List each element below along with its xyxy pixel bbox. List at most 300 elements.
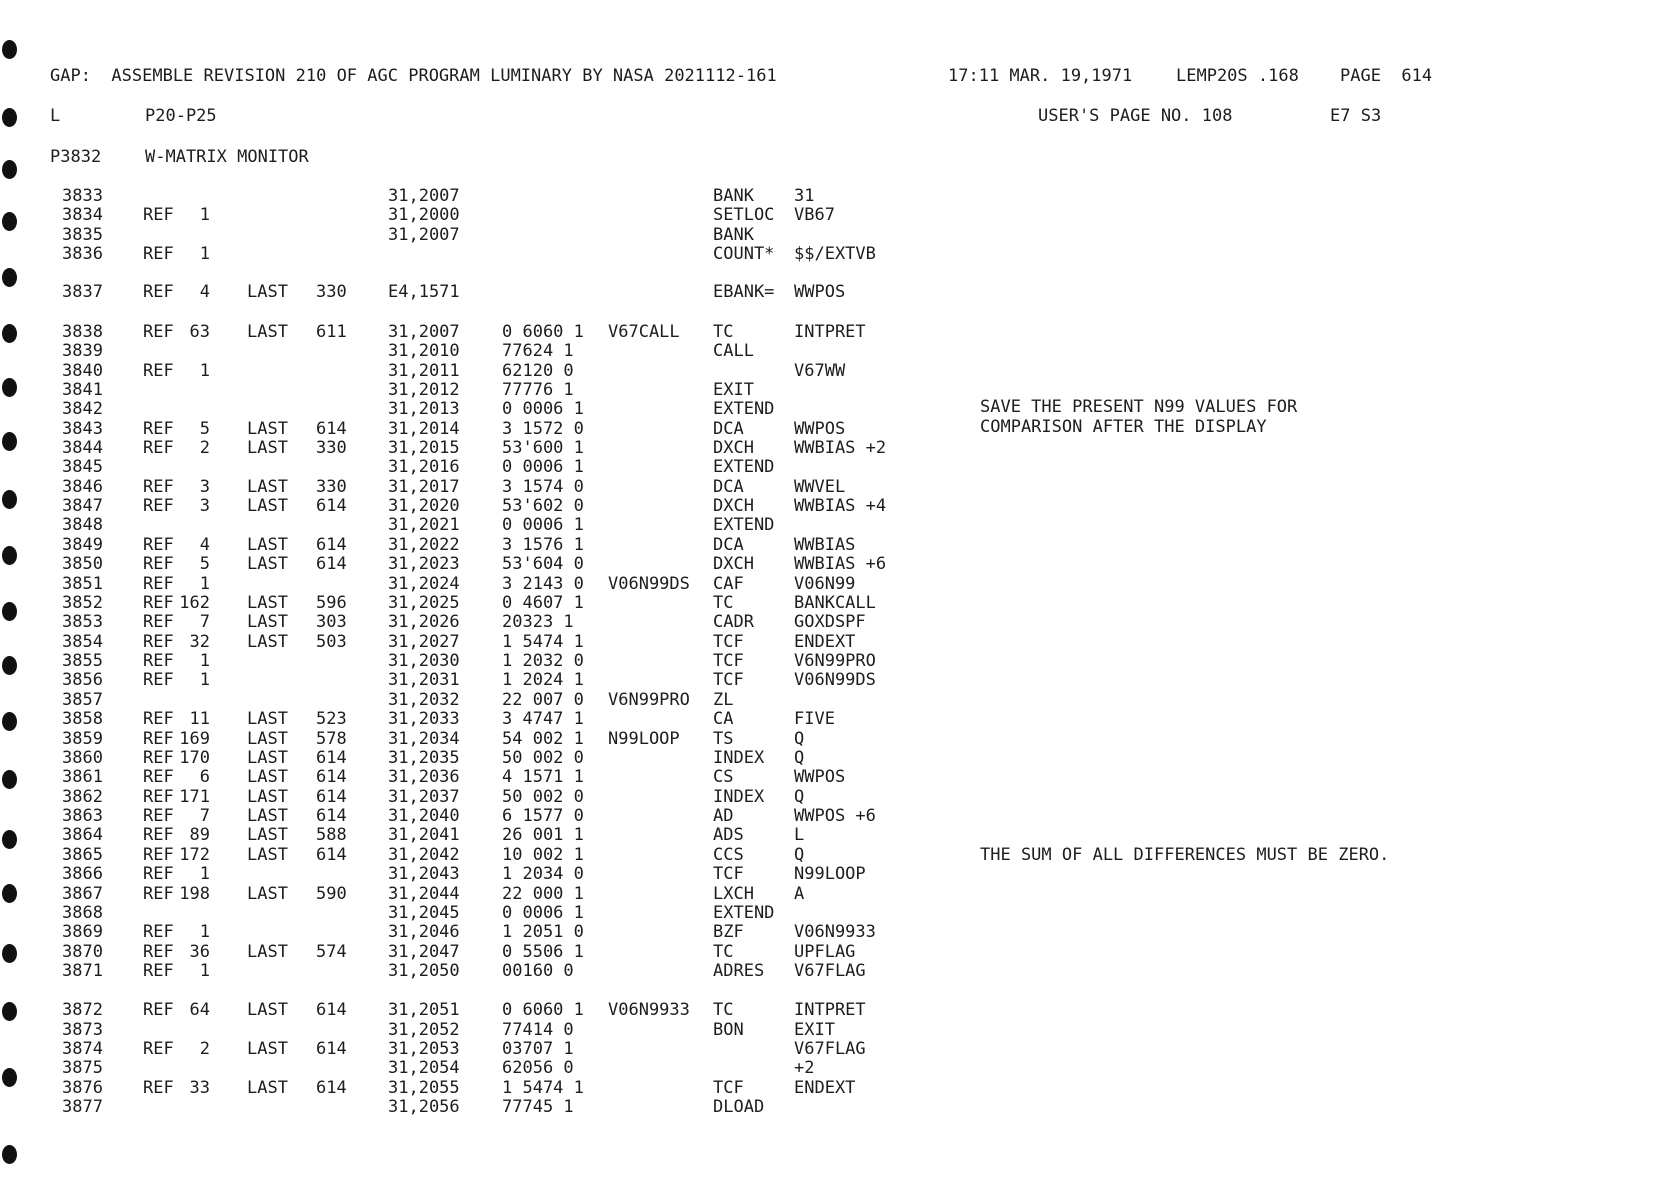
operand: V6N99PRO <box>794 651 876 671</box>
last-page: 590 <box>316 884 347 904</box>
octal-code: 3 1576 1 <box>502 535 584 555</box>
operand: EXIT <box>794 1020 835 1040</box>
opcode: TC <box>713 1000 734 1020</box>
opcode: TC <box>713 942 734 962</box>
opcode: TC <box>713 322 734 342</box>
opcode: BANK <box>713 225 754 245</box>
operand: V06N99DS <box>794 670 876 690</box>
opcode: CADR <box>713 612 754 632</box>
address: 31,2043 <box>388 864 460 884</box>
opcode: TCF <box>713 670 744 690</box>
last-page: 503 <box>316 632 347 652</box>
line-number: 3856 <box>62 670 103 690</box>
last-label: LAST <box>247 806 288 826</box>
operand: V67FLAG <box>794 1039 866 1059</box>
comment-compare: COMPARISON AFTER THE DISPLAY <box>980 417 1267 437</box>
last-label: LAST <box>247 729 288 749</box>
line-number: 3846 <box>62 477 103 497</box>
punch-hole <box>2 602 17 621</box>
octal-code: 1 5474 1 <box>502 1078 584 1098</box>
last-page: 614 <box>316 845 347 865</box>
line-number: 3866 <box>62 864 103 884</box>
ref-label: REF <box>143 205 174 225</box>
ref-count: 1 <box>199 670 210 690</box>
operand: WWVEL <box>794 477 846 497</box>
ref-count: 1 <box>199 244 210 264</box>
ref-label: REF <box>143 438 174 458</box>
operand: Q <box>794 748 805 768</box>
ref-count: 4 <box>199 535 210 555</box>
ref-label: REF <box>143 419 174 439</box>
last-label: LAST <box>247 884 288 904</box>
operand: WWBIAS <box>794 535 856 555</box>
line-number: 3861 <box>62 767 103 787</box>
ref-count: 33 <box>189 1078 210 1098</box>
opcode: COUNT* <box>713 244 775 264</box>
last-label: LAST <box>247 554 288 574</box>
opcode: DCA <box>713 535 744 555</box>
opcode: INDEX <box>713 787 765 807</box>
octal-code: 53'600 1 <box>502 438 584 458</box>
comment-sum: THE SUM OF ALL DIFFERENCES MUST BE ZERO. <box>980 845 1390 865</box>
ref-label: REF <box>143 825 174 845</box>
line-number: 3870 <box>62 942 103 962</box>
octal-code: 62120 0 <box>502 361 574 381</box>
address: 31,2020 <box>388 496 460 516</box>
octal-code: 0 4607 1 <box>502 593 584 613</box>
address: 31,2022 <box>388 535 460 555</box>
ref-label: REF <box>143 554 174 574</box>
opcode: BON <box>713 1020 744 1040</box>
octal-code: 3 4747 1 <box>502 709 584 729</box>
punch-hole <box>2 884 17 903</box>
ref-count: 171 <box>179 787 210 807</box>
last-page: 588 <box>316 825 347 845</box>
line-number: 3841 <box>62 380 103 400</box>
octal-code: 6 1577 0 <box>502 806 584 826</box>
punch-hole <box>2 324 17 343</box>
ref-label: REF <box>143 845 174 865</box>
address: 31,2055 <box>388 1078 460 1098</box>
routine-title: W-MATRIX MONITOR <box>145 147 309 167</box>
octal-code: 22 000 1 <box>502 884 584 904</box>
ref-count: 32 <box>189 632 210 652</box>
line-number: 3838 <box>62 322 103 342</box>
last-label: LAST <box>247 593 288 613</box>
ref-label: REF <box>143 593 174 613</box>
ref-label: REF <box>143 942 174 962</box>
operand: ENDEXT <box>794 632 856 652</box>
address: E4,1571 <box>388 282 460 302</box>
punch-hole <box>2 656 17 675</box>
opcode: TC <box>713 593 734 613</box>
ref-label: REF <box>143 1078 174 1098</box>
ref-count: 7 <box>199 806 210 826</box>
symbol-label: V06N9933 <box>608 1000 690 1020</box>
last-label: LAST <box>247 535 288 555</box>
address: 31,2014 <box>388 419 460 439</box>
last-page: 611 <box>316 322 347 342</box>
address: 31,2044 <box>388 884 460 904</box>
octal-code: 0 6060 1 <box>502 1000 584 1020</box>
last-page: 614 <box>316 767 347 787</box>
line-number: 3854 <box>62 632 103 652</box>
opcode: EXIT <box>713 380 754 400</box>
octal-code: 1 2032 0 <box>502 651 584 671</box>
assembly-header: GAP: ASSEMBLE REVISION 210 OF AGC PROGRAM LUMINARY BY NASA 2021112-161 <box>50 66 777 86</box>
octal-code: 0 5506 1 <box>502 942 584 962</box>
last-label: LAST <box>247 419 288 439</box>
address: 31,2035 <box>388 748 460 768</box>
ref-count: 162 <box>179 593 210 613</box>
address: 31,2056 <box>388 1097 460 1117</box>
address: 31,2007 <box>388 322 460 342</box>
address: 31,2030 <box>388 651 460 671</box>
ref-count: 1 <box>199 205 210 225</box>
line-number: 3843 <box>62 419 103 439</box>
line-number: 3868 <box>62 903 103 923</box>
punch-hole <box>2 212 17 231</box>
last-page: 614 <box>316 1039 347 1059</box>
opcode: CCS <box>713 845 744 865</box>
ref-count: 170 <box>179 748 210 768</box>
operand: V67FLAG <box>794 961 866 981</box>
address: 31,2016 <box>388 457 460 477</box>
line-number: 3874 <box>62 1039 103 1059</box>
operand: WWPOS +6 <box>794 806 876 826</box>
operand: 31 <box>794 186 815 206</box>
line-number: 3855 <box>62 651 103 671</box>
last-label: LAST <box>247 477 288 497</box>
address: 31,2041 <box>388 825 460 845</box>
last-label: LAST <box>247 282 288 302</box>
address: 31,2050 <box>388 961 460 981</box>
ref-label: REF <box>143 1039 174 1059</box>
ref-count: 64 <box>189 1000 210 1020</box>
line-number: 3853 <box>62 612 103 632</box>
line-number: 3867 <box>62 884 103 904</box>
octal-code: 0 0006 1 <box>502 515 584 535</box>
ref-label: REF <box>143 922 174 942</box>
line-number: 3871 <box>62 961 103 981</box>
ref-count: 3 <box>199 477 210 497</box>
ref-label: REF <box>143 670 174 690</box>
opcode: CALL <box>713 341 754 361</box>
last-page: 614 <box>316 535 347 555</box>
octal-code: 03707 1 <box>502 1039 574 1059</box>
operand: WWBIAS +6 <box>794 554 887 574</box>
line-number: 3835 <box>62 225 103 245</box>
line-number: 3857 <box>62 690 103 710</box>
symbol-label: V6N99PRO <box>608 690 690 710</box>
address: 31,2051 <box>388 1000 460 1020</box>
line-number: 3877 <box>62 1097 103 1117</box>
operand: N99LOOP <box>794 864 866 884</box>
octal-code: 1 2034 0 <box>502 864 584 884</box>
last-page: 596 <box>316 593 347 613</box>
punch-hole <box>2 40 17 59</box>
address: 31,2017 <box>388 477 460 497</box>
operand: Q <box>794 787 805 807</box>
section-name: P20-P25 <box>145 106 217 126</box>
symbol-label: V06N99DS <box>608 574 690 594</box>
ref-label: REF <box>143 322 174 342</box>
punch-hole <box>2 770 17 789</box>
address: 31,2027 <box>388 632 460 652</box>
ref-label: REF <box>143 244 174 264</box>
opcode: CA <box>713 709 734 729</box>
last-page: 614 <box>316 787 347 807</box>
punch-hole <box>2 160 17 179</box>
operand: WWBIAS +4 <box>794 496 887 516</box>
opcode: EXTEND <box>713 457 775 477</box>
octal-code: 77776 1 <box>502 380 574 400</box>
ref-label: REF <box>143 361 174 381</box>
address: 31,2000 <box>388 205 460 225</box>
octal-code: 3 1572 0 <box>502 419 584 439</box>
octal-code: 77414 0 <box>502 1020 574 1040</box>
ref-label: REF <box>143 282 174 302</box>
ref-count: 1 <box>199 922 210 942</box>
address: 31,2024 <box>388 574 460 594</box>
line-number: 3837 <box>62 282 103 302</box>
erasable-sector: E7 S3 <box>1330 106 1382 126</box>
punch-hole <box>2 378 17 397</box>
last-page: 614 <box>316 554 347 574</box>
comment-save: SAVE THE PRESENT N99 VALUES FOR <box>980 397 1298 417</box>
punch-hole <box>2 1068 17 1087</box>
address: 31,2023 <box>388 554 460 574</box>
ref-label: REF <box>143 1000 174 1020</box>
ref-label: REF <box>143 496 174 516</box>
operand: V06N99 <box>794 574 856 594</box>
ref-label: REF <box>143 806 174 826</box>
octal-code: 50 002 0 <box>502 748 584 768</box>
ref-count: 1 <box>199 651 210 671</box>
operand: VB67 <box>794 205 835 225</box>
operand: INTPRET <box>794 1000 866 1020</box>
punch-hole <box>2 944 17 963</box>
last-page: 330 <box>316 282 347 302</box>
ref-count: 169 <box>179 729 210 749</box>
last-page: 330 <box>316 477 347 497</box>
line-number: 3848 <box>62 515 103 535</box>
line-number: 3850 <box>62 554 103 574</box>
ref-count: 6 <box>199 767 210 787</box>
operand: Q <box>794 845 805 865</box>
last-label: LAST <box>247 845 288 865</box>
opcode: BZF <box>713 922 744 942</box>
ref-count: 1 <box>199 864 210 884</box>
last-page: 614 <box>316 748 347 768</box>
last-label: LAST <box>247 942 288 962</box>
opcode: AD <box>713 806 734 826</box>
ref-label: REF <box>143 884 174 904</box>
line-number: 3864 <box>62 825 103 845</box>
last-page: 614 <box>316 419 347 439</box>
opcode: ADRES <box>713 961 765 981</box>
line-number: 3839 <box>62 341 103 361</box>
line-number: 3845 <box>62 457 103 477</box>
address: 31,2033 <box>388 709 460 729</box>
routine-id: P3832 <box>50 147 102 167</box>
opcode: EBANK= <box>713 282 775 302</box>
octal-code: 0 6060 1 <box>502 322 584 342</box>
operand: GOXDSPF <box>794 612 866 632</box>
operand: A <box>794 884 805 904</box>
address: 31,2012 <box>388 380 460 400</box>
last-label: LAST <box>247 1078 288 1098</box>
punch-hole <box>2 712 17 731</box>
symbol-label: N99LOOP <box>608 729 680 749</box>
ref-count: 36 <box>189 942 210 962</box>
opcode: DCA <box>713 419 744 439</box>
octal-code: 62056 0 <box>502 1058 574 1078</box>
punch-hole <box>2 830 17 849</box>
punch-hole <box>2 108 17 127</box>
ref-label: REF <box>143 709 174 729</box>
last-label: LAST <box>247 709 288 729</box>
line-number: 3869 <box>62 922 103 942</box>
address: 31,2052 <box>388 1020 460 1040</box>
address: 31,2011 <box>388 361 460 381</box>
operand: INTPRET <box>794 322 866 342</box>
operand: +2 <box>794 1058 815 1078</box>
opcode: DXCH <box>713 496 754 516</box>
ref-count: 198 <box>179 884 210 904</box>
operand: WWPOS <box>794 767 846 787</box>
users-page: USER'S PAGE NO. 108 <box>1038 106 1233 126</box>
line-number: 3834 <box>62 205 103 225</box>
punch-hole <box>2 546 17 565</box>
line-number: 3833 <box>62 186 103 206</box>
symbol-label: V67CALL <box>608 322 680 342</box>
line-number: 3873 <box>62 1020 103 1040</box>
punch-hole <box>2 1002 17 1021</box>
line-number: 3875 <box>62 1058 103 1078</box>
ref-count: 4 <box>199 282 210 302</box>
address: 31,2034 <box>388 729 460 749</box>
octal-code: 3 2143 0 <box>502 574 584 594</box>
opcode: DXCH <box>713 554 754 574</box>
address: 31,2047 <box>388 942 460 962</box>
octal-code: 22 007 0 <box>502 690 584 710</box>
opcode: ZL <box>713 690 734 710</box>
punch-hole <box>2 1145 17 1164</box>
line-number: 3836 <box>62 244 103 264</box>
last-label: LAST <box>247 612 288 632</box>
operand: WWPOS <box>794 282 846 302</box>
address: 31,2015 <box>388 438 460 458</box>
address: 31,2054 <box>388 1058 460 1078</box>
address: 31,2026 <box>388 612 460 632</box>
ref-count: 3 <box>199 496 210 516</box>
ref-label: REF <box>143 574 174 594</box>
punch-hole <box>2 268 17 287</box>
ref-count: 2 <box>199 438 210 458</box>
last-label: LAST <box>247 632 288 652</box>
last-page: 614 <box>316 496 347 516</box>
octal-code: 10 002 1 <box>502 845 584 865</box>
ref-count: 1 <box>199 574 210 594</box>
ref-label: REF <box>143 961 174 981</box>
log-section-letter: L <box>50 106 61 126</box>
line-number: 3840 <box>62 361 103 381</box>
operand: ENDEXT <box>794 1078 856 1098</box>
octal-code: 50 002 0 <box>502 787 584 807</box>
ref-label: REF <box>143 612 174 632</box>
opcode: EXTEND <box>713 515 775 535</box>
line-number: 3865 <box>62 845 103 865</box>
opcode: TCF <box>713 864 744 884</box>
line-number: 3847 <box>62 496 103 516</box>
operand: FIVE <box>794 709 835 729</box>
punch-hole <box>2 490 17 509</box>
octal-code: 3 1574 0 <box>502 477 584 497</box>
opcode: ADS <box>713 825 744 845</box>
line-number: 3872 <box>62 1000 103 1020</box>
ref-count: 63 <box>189 322 210 342</box>
last-label: LAST <box>247 1000 288 1020</box>
last-page: 614 <box>316 806 347 826</box>
opcode: TS <box>713 729 734 749</box>
opcode: TCF <box>713 651 744 671</box>
octal-code: 54 002 1 <box>502 729 584 749</box>
octal-code: 77745 1 <box>502 1097 574 1117</box>
ref-count: 11 <box>189 709 210 729</box>
address: 31,2046 <box>388 922 460 942</box>
ref-label: REF <box>143 651 174 671</box>
ref-label: REF <box>143 477 174 497</box>
last-label: LAST <box>247 787 288 807</box>
address: 31,2036 <box>388 767 460 787</box>
ref-count: 1 <box>199 361 210 381</box>
line-number: 3842 <box>62 399 103 419</box>
last-label: LAST <box>247 322 288 342</box>
operand: V06N9933 <box>794 922 876 942</box>
ref-label: REF <box>143 787 174 807</box>
last-page: 574 <box>316 942 347 962</box>
ref-label: REF <box>143 748 174 768</box>
address: 31,2013 <box>388 399 460 419</box>
last-label: LAST <box>247 825 288 845</box>
operand: BANKCALL <box>794 593 876 613</box>
operand: WWBIAS +2 <box>794 438 887 458</box>
line-number: 3851 <box>62 574 103 594</box>
line-number: 3858 <box>62 709 103 729</box>
last-page: 578 <box>316 729 347 749</box>
last-label: LAST <box>247 496 288 516</box>
opcode: TCF <box>713 632 744 652</box>
address: 31,2040 <box>388 806 460 826</box>
address: 31,2042 <box>388 845 460 865</box>
line-number: 3844 <box>62 438 103 458</box>
address: 31,2025 <box>388 593 460 613</box>
address: 31,2007 <box>388 225 460 245</box>
octal-code: 20323 1 <box>502 612 574 632</box>
operand: Q <box>794 729 805 749</box>
ref-count: 5 <box>199 554 210 574</box>
octal-code: 00160 0 <box>502 961 574 981</box>
line-number: 3862 <box>62 787 103 807</box>
ref-count: 172 <box>179 845 210 865</box>
line-number: 3876 <box>62 1078 103 1098</box>
opcode: TCF <box>713 1078 744 1098</box>
ref-label: REF <box>143 864 174 884</box>
octal-code: 53'604 0 <box>502 554 584 574</box>
operand: V67WW <box>794 361 846 381</box>
address: 31,2032 <box>388 690 460 710</box>
